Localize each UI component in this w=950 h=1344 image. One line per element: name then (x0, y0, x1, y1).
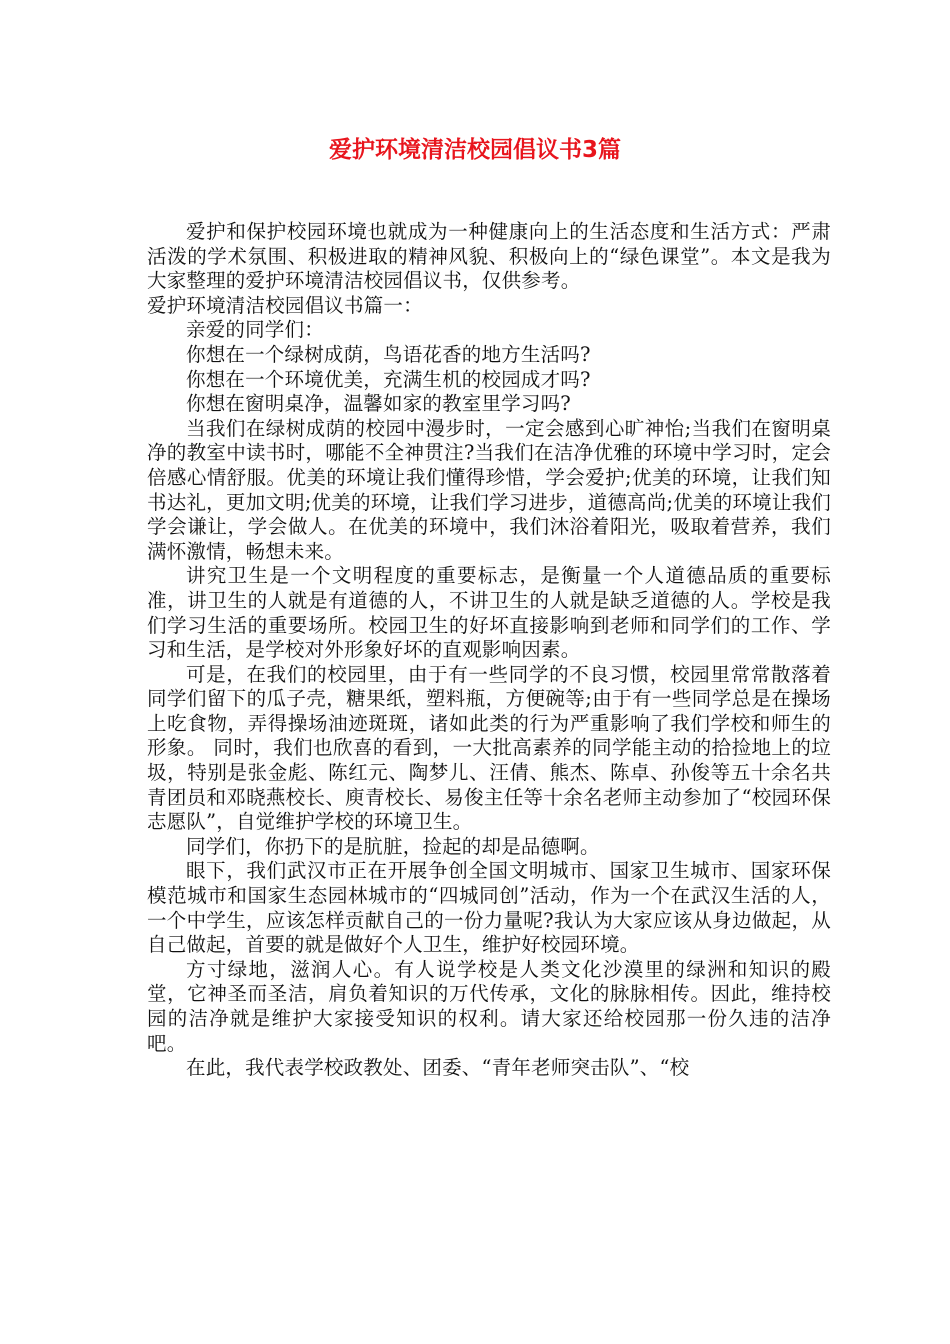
document-body (147, 220, 831, 1081)
document-title: 爱护环境清洁校园倡议书3篇 (328, 137, 621, 163)
paragraph-morality: 同学们，你扔下的是肮脏，捡起的却是品德啊。 (186, 834, 600, 858)
paragraph-campus-issues: 可是，在我们的校园里，由于有一些同学的不良习惯，校园里常常散落着同学们留下的瓜子壳，糖果纸，塑料瓶，方便碗等;由于有一些同学总是在操场上吃食物，弄得操场油迹斑斑，诸如此类的行为严重影响了我们学校和师生的形象。 同时，我们也欣喜的看到，一大批高素养的同学能主动的拾捡地上的垃圾，特别是张金彪、陈红元、陶梦儿、汪倩、熊杰、陈卓、孙俊等五十余名共青团员和邓晓燕校长、庾青校长、易俊主任等十余名老师主动参加了“校园环保志愿队”，自觉维护学校的环境卫生。 (147, 662, 831, 834)
question-1: 你想在一个绿树成荫，鸟语花香的地方生活吗? (186, 342, 591, 366)
paragraph-representation: 在此，我代表学校政教处、团委、“青年老师突击队”、“校 (186, 1056, 690, 1080)
question-2: 你想在一个环境优美，充满生机的校园成才吗? (186, 367, 591, 391)
paragraph-environment: 当我们在绿树成荫的校园中漫步时，一定会感到心旷神怡;当我们在窗明桌净的教室中读书时，哪能不全神贯注?当我们在洁净优雅的环境中学习时，定会倍感心情舒服。优美的环境让我们懂得珍惜，学会爱护;优美的环境，让我们知书达礼，更加文明;优美的环境，让我们学习进步，道德高尚;优美的环境让我们学会谦让，学会做人。在优美的环境中，我们沐浴着阳光，吸取着营养，我们满怀激情，畅想未来。 (147, 416, 831, 563)
greeting-line: 亲爱的同学们： (186, 318, 324, 342)
intro-paragraph: 爱护和保护校园环境也就成为一种健康向上的生活态度和生活方式：严肃活泼的学术氛围、积极进取的精神风貌、积极向上的“绿色课堂”。本文是我为大家整理的爱护环境清洁校园倡议书，仅供参考。 (147, 220, 831, 293)
paragraph-green-land: 方寸绿地，滋润人心。有人说学校是人类文化沙漠里的绿洲和知识的殿堂，它神圣而圣洁，肩负着知识的万代传承，文化的脉脉相传。因此，维持校园的洁净就是维护大家接受知识的权利。请大家还给校园那一份久违的洁净吧。 (147, 957, 831, 1055)
paragraph-city-campaign: 眼下，我们武汉市正在开展争创全国文明城市、国家卫生城市、国家环保模范城市和国家生态园林城市的“四城同创”活动，作为一个在武汉生活的人，一个中学生，应该怎样贡献自己的一份力量呢?我认为大家应该从身边做起，从自己做起，首要的就是做好个人卫生，维护好校园环境。 (147, 859, 831, 957)
question-3: 你想在窗明桌净，温馨如家的教室里学习吗? (186, 392, 571, 416)
section-heading: 爱护环境清洁校园倡议书篇一： (147, 293, 423, 317)
paragraph-hygiene: 讲究卫生是一个文明程度的重要标志，是衡量一个人道德品质的重要标准，讲卫生的人就是有道德的人，不讲卫生的人就是缺乏道德的人。学校是我们学习生活的重要场所。校园卫生的好坏直接影响到老师和同学们的工作、学习和生活，是学校对外形象好坏的直观影响因素。 (147, 564, 831, 662)
